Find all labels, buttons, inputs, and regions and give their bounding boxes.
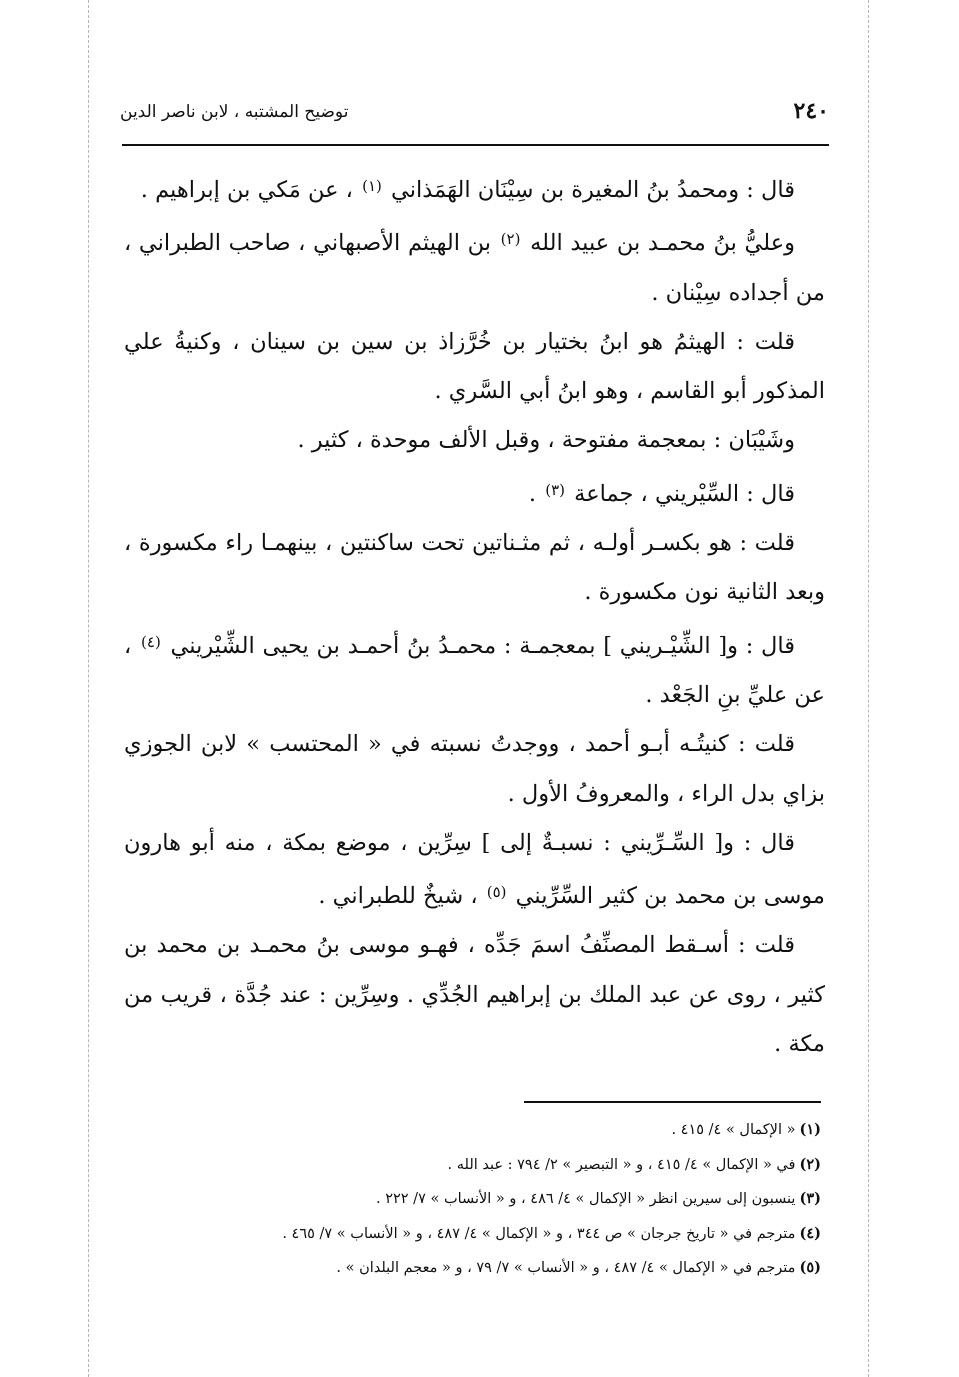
footnote-number: (٣)	[799, 1190, 821, 1207]
main-text	[124, 162, 825, 1069]
footnote-number: (٢)	[799, 1155, 821, 1173]
footnote-text: في « الإكمال » ٤/ ٤١٥ ، و « التبصير » ٢/ ٧٩٤ : عبد الله .	[447, 1156, 796, 1173]
footnote-number: (٤)	[799, 1224, 821, 1242]
footnote-text: « الإكمال » ٤/ ٤١٥ .	[671, 1122, 796, 1138]
paragraph	[124, 162, 825, 215]
footnote-text: مترجم في « تاريخ جرجان » ص ٣٤٤ ، و « الإكمال » ٤/ ٤٨٧ ، و « الأنساب » ٧/ ٤٦٥ .	[282, 1225, 796, 1242]
left-margin-line	[88, 0, 89, 1377]
paragraph	[124, 519, 825, 618]
paragraph-text: ، عن مَكي بن إبراهيم .	[140, 177, 361, 203]
paragraph	[124, 466, 825, 519]
paragraph	[124, 215, 825, 318]
paragraph-text: قلت : الهيثمُ هو ابنُ بختيار بن خُرَّزاذ بن سين بن سينان ، وكنيةُ علي المذكور أبو القاسم ، وهو ابنُ أبي السَّري .	[124, 328, 825, 405]
footnote-reference: (٥)	[486, 883, 507, 902]
running-title: توضيح المشتبه ، لابن ناصر الدين	[120, 102, 349, 122]
footnotes	[140, 1113, 821, 1286]
page-number: ٢٤٠	[793, 98, 829, 124]
paragraph-text: قلت : هو بكسـر أولـه ، ثم مثـناتين تحت ساكنتين ، بينهمـا راء مكسورة ، وبعد الثانية نون مكسورة .	[124, 530, 825, 606]
paragraph	[124, 318, 825, 417]
footnote	[140, 1113, 821, 1148]
footnote	[140, 1148, 821, 1183]
paragraph	[124, 720, 825, 819]
footnote-reference: (٤)	[141, 632, 161, 651]
footnote-separator	[524, 1101, 821, 1103]
paragraph	[124, 618, 825, 721]
paragraph	[124, 921, 825, 1069]
paragraph	[124, 416, 825, 465]
paragraph-text: قال : و[ الشِّيْـريني ] بمعجمـة : محمـدُ بنُ أحمـد بن يحيى الشِّيْريني	[162, 632, 795, 659]
footnote-text: ينسبون إلى سيرين انظر « الإكمال » ٤/ ٤٨٦ ، و « الأنساب » ٧/ ٢٢٢ .	[375, 1191, 796, 1207]
paragraph-text: .	[528, 480, 544, 507]
footnote-number: (١)	[799, 1121, 821, 1138]
header-rule	[122, 144, 829, 146]
footnote-reference: (٢)	[500, 230, 521, 249]
footnote-reference: (٣)	[545, 480, 565, 499]
paragraph-text: قال : السِّيْريني ، جماعة	[566, 480, 795, 507]
paragraph-text: وشَيْبَان : بمعجمة مفتوحة ، وقبل الألف موحدة ، كثير .	[297, 427, 795, 454]
paragraph-text: قال : ومحمدُ بنُ المغيرة بن سِيْنَان الهَمَذاني	[383, 177, 795, 203]
footnote	[140, 1217, 821, 1252]
paragraph-text: بن الهيثم الأصبهاني ، صاحب الطبراني ، من أجداده سِيْنان .	[124, 230, 825, 306]
paragraph-text: ، شيخٌ للطبراني .	[318, 883, 485, 910]
footnote-reference: (١)	[362, 177, 382, 195]
footnote	[140, 1182, 821, 1217]
paragraph-text: قلت : أسـقط المصنِّفُ اسمَ جَدِّه ، فهـو موسى بنُ محمـد بن محمد بن كثير ، روى عن عبد الملك بن إبراهيم الجُدِّي . وسِرِّين : عند جُدَّة ، قريب من مكة .	[124, 932, 825, 1058]
footnote-text: مترجم في « الإكمال » ٤/ ٤٨٧ ، و « الأنساب » ٧/ ٧٩ ، و « معجم البلدان » .	[336, 1260, 796, 1276]
paragraph-text: وعليُّ بنُ محمـد بن عبيد الله	[522, 230, 795, 257]
footnote	[140, 1251, 821, 1286]
paragraph-text: ، عن عليِّ بنِ الجَعْد .	[124, 632, 825, 708]
paragraph-text: قال : و[ السِّـرِّيني : نسبـةٌ إلى ] سِرِّين ، موضع بمكة ، منه أبو هارون موسى بن محمد بن كثير السِّرِّيني	[124, 829, 825, 910]
paragraph	[124, 819, 825, 922]
page-header	[120, 96, 829, 140]
right-margin-line	[868, 0, 869, 1377]
footnote-number: (٥)	[799, 1259, 821, 1276]
paragraph-text: قلت : كنيتُـه أبـو أحمد ، ووجدتُ نسبته في « المحتسب » لابن الجوزي بزاي بدل الراء ، والمعروفُ الأول .	[124, 731, 825, 807]
